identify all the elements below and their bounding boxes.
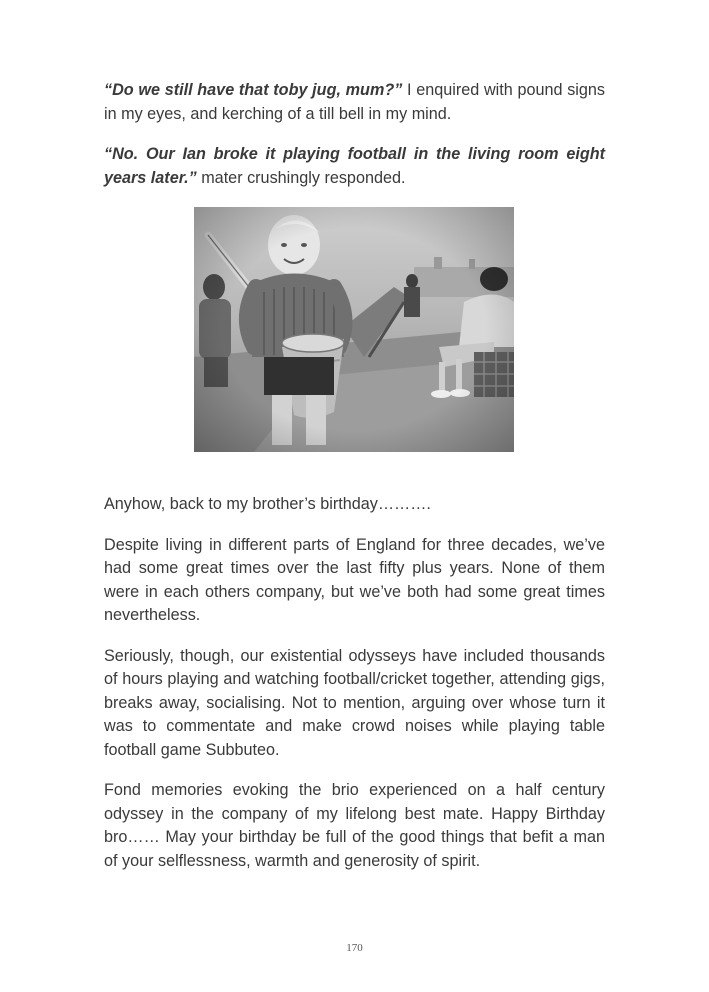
quote-ian-broke-it: “No. Our Ian broke it playing football in the living room eight years later.”	[104, 145, 605, 187]
paragraph-3: Seriously, though, our existential odysseys have included thousands of hours playing and watching football/cricket together, attending gigs, breaks away, socialising. Not to mention, arguing over whose turn it was to commentate and make crowd noises while playing table football game Subbuteo.	[104, 646, 605, 759]
top-text-block	[104, 79, 605, 207]
quote-toby-jug: “Do we still have that toby jug, mum?”	[104, 81, 403, 99]
quote-toby-jug-narration: I enquired with pound signs in my eyes, and kerching of a till bell in my mind.	[104, 81, 605, 123]
bottom-text-block	[104, 493, 605, 890]
paragraph-quote-ian	[104, 143, 605, 190]
page-number: 170	[346, 942, 363, 954]
quote-ian-narration: mater crushingly responded.	[196, 168, 406, 187]
paragraph-1: Anyhow, back to my brother’s birthday……….	[104, 495, 431, 513]
paragraph-quote-toby-jug	[104, 79, 605, 126]
paragraph-4: Fond memories evoking the brio experienced on a half century odyssey in the company of my lifelong best mate. Happy Birthday bro…… May your birthday be full of the good things that befit a man of your selflessness, warmth and generosity of spirit.	[104, 781, 605, 870]
paragraph-2: Despite living in different parts of England for three decades, we’ve had some great times over the last fifty plus years. None of them were in each others company, but we’ve both had some great times nevertheless.	[104, 535, 605, 624]
seaside-toddler-photo	[194, 207, 514, 452]
